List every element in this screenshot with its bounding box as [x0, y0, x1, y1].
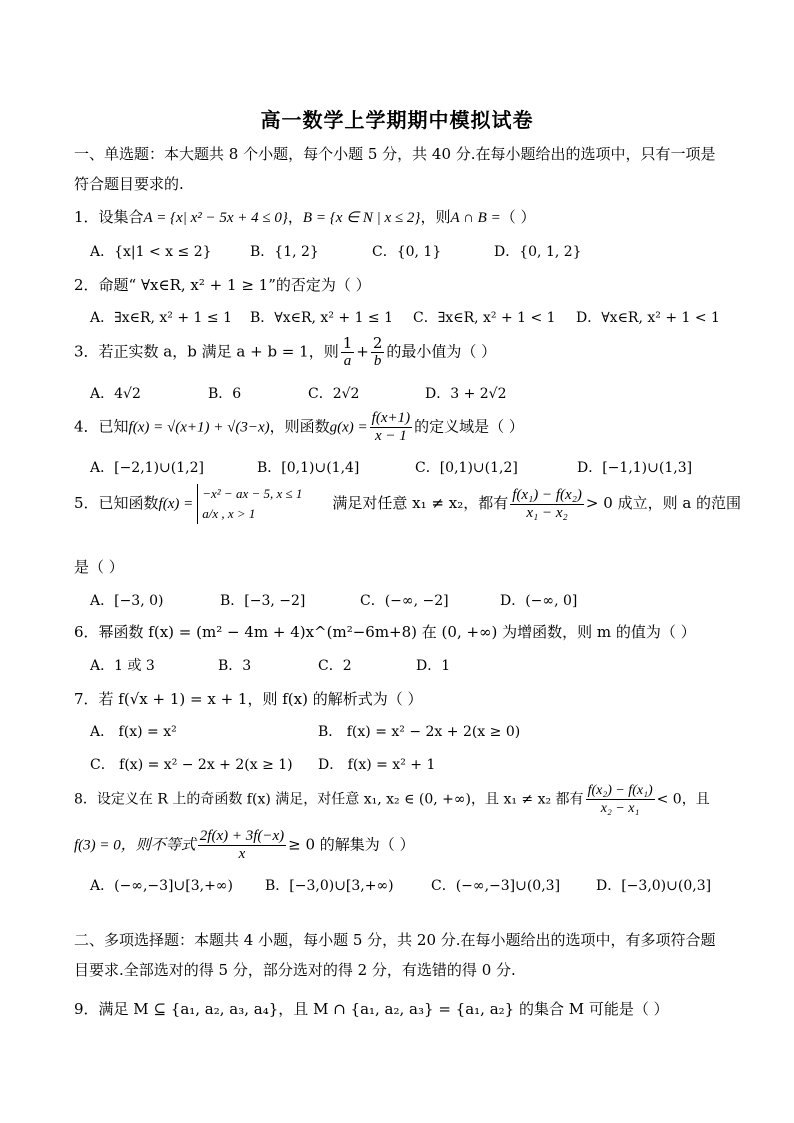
section1-heading: 一、单选题：本大题共 8 个小题，每个小题 5 分，共 40 分.在每小题给出的选项中，只有一项是符合题目要求的.	[74, 145, 716, 193]
q3-option-a: A．4√2	[90, 386, 141, 402]
q5-stem-b: 满足对任意 x₁ ≠ x₂，都有	[332, 494, 509, 512]
q4-option-b: B．[0,1)∪(1,4]	[257, 460, 360, 476]
q6-option-a: A．1 或 3	[90, 658, 155, 674]
q1-option-d: D．{0, 1, 2}	[494, 244, 582, 260]
question-6-stem: 6．幂函数 f(x) = (m² − 4m + 4)x^(m²−6m+8) 在 (0, +∞) 为增函数，则 m 的值为（ ）	[74, 623, 696, 641]
q5-option-d: D．(−∞, 0]	[500, 593, 578, 609]
q4-stem-b: ，则函数	[269, 417, 330, 436]
q2-option-c: C．∃x∈R, x² + 1 < 1	[413, 310, 556, 326]
q8-option-c: C．(−∞,−3]∪(0,3]	[431, 878, 561, 894]
q5-stem-a: 5．已知函数	[74, 494, 159, 512]
q8-stem-d: ≥ 0 的解集为（ ）	[288, 835, 415, 854]
q4-fraction: $\frac{f(x+1)}{x - 1}$	[371, 410, 411, 444]
q5-option-b: B．[−3, −2]	[220, 593, 306, 609]
q3-stem-a: 3．若正实数 a，b 满足 a + b = 1，则	[74, 342, 339, 361]
q5-piecewise: −x² − ax − 5, x ≤ 1 a/x , x > 1	[197, 484, 302, 524]
q7-option-d: D． f(x) = x² + 1	[318, 757, 436, 773]
q1-set-b: B = {x ∈ N | x ≤ 2}	[302, 210, 421, 226]
question-4-stem	[74, 410, 524, 445]
q6-option-d: D．1	[416, 658, 451, 674]
q1-stem-a: 1．设集合	[74, 208, 144, 226]
question-2-stem: 2．命题“ ∀x∈R, x² + 1 ≥ 1”的否定为（ ）	[74, 276, 371, 294]
q4-stem-a: 4．已知	[74, 417, 129, 436]
q1-expr: A ∩ B =	[450, 210, 501, 226]
q7-option-c: C． f(x) = x² − 2x + 2(x ≥ 1)	[90, 757, 293, 773]
q5-f-label: f(x) =	[158, 496, 194, 512]
q5-stem-c: > 0 成立，则 a 的范围	[585, 494, 742, 512]
q1-blank: （ ）	[500, 208, 536, 226]
q6-option-b: B．3	[218, 658, 252, 674]
q5-option-a: A．[−3, 0)	[90, 593, 164, 609]
q2-option-b: B．∀x∈R, x² + 1 ≤ 1	[250, 310, 394, 326]
q7-option-b: B． f(x) = x² − 2x + 2(x ≥ 0)	[318, 724, 521, 740]
question-5-stem	[74, 484, 741, 524]
q1-option-b: B．{1, 2}	[250, 244, 319, 260]
q8-stem-a: 8．设定义在 R 上的奇函数 f(x) 满足，对任意 x₁, x₂ ∈ (0, +∞)，且 x₁ ≠ x₂ 都有	[74, 791, 584, 808]
q3-option-b: B．6	[208, 386, 242, 402]
q4-option-a: A．[−2,1)∪(1,2]	[90, 460, 204, 476]
q3-fraction-2: $\frac{2}{b}$	[372, 334, 383, 369]
q8-inequality-fraction: $\frac{2f(x) + 3f(-x)}{x}$	[199, 828, 285, 862]
q3-option-c: C．2√2	[308, 386, 360, 402]
q3-option-d: D．3 + 2√2	[425, 386, 507, 402]
q8-option-a: A．(−∞,−3]∪[3,+∞)	[90, 878, 233, 894]
q4-option-d: D．[−1,1)∪(1,3]	[577, 460, 693, 476]
q4-stem-c: 的定义域是（ ）	[414, 417, 524, 436]
question-8-stem-continued	[74, 828, 415, 863]
q1-stem-b: ，	[287, 208, 303, 226]
question-8-stem	[74, 782, 710, 817]
question-3-stem: 3．若正实数 a，b 满足 a + b = 1，则 $\frac{1}{a}$ + $\frac{2}{b}$ 的最小值为（ ）	[74, 334, 497, 369]
q8-fraction: $\frac{\text{f(x₂) − f(x₁)}}{\text{x₂ − x₁}}$	[587, 783, 653, 816]
section2-heading: 二、多项选择题：本题共 4 小题，每小题 5 分，共 20 分.在每小题给出的选项中，有多项符合题目要求.全部选对的得 5 分，部分选对的得 2 分，有选错的得 0 分.	[74, 931, 716, 979]
q1-set-a: A = {x| x² − 5x + 4 ≤ 0}	[143, 210, 288, 226]
q3-stem-b: 的最小值为（ ）	[386, 342, 497, 361]
q1-option-c: C．{0, 1}	[372, 244, 442, 260]
question-9-stem: 9．满足 M ⊆ {a₁, a₂, a₃, a₄}，且 M ∩ {a₁, a₂, a₃} = {a₁, a₂} 的集合 M 可能是（ ）	[74, 1000, 669, 1018]
q7-option-a: A． f(x) = x²	[90, 724, 177, 740]
q3-fraction-1: $\frac{1}{a}$	[342, 334, 353, 369]
q4-f-def: f(x) = √(x+1) + √(3−x)	[128, 419, 270, 436]
q8-option-d: D．[−3,0)∪(0,3]	[596, 878, 712, 894]
q2-option-d: D．∀x∈R, x² + 1 < 1	[576, 310, 720, 326]
q5-stem-continuation: 是（ ）	[74, 558, 124, 576]
q8-stem-b: < 0，且	[656, 791, 710, 808]
q8-stem-c: f(3) = 0，则不等式	[74, 837, 196, 854]
q1-option-a: A．{x|1 < x ≤ 2}	[90, 244, 212, 260]
q1-stem-c: ，则	[420, 208, 451, 226]
question-7-stem: 7．若 f(√x + 1) = x + 1，则 f(x) 的解析式为（ ）	[74, 690, 423, 708]
q6-option-c: C．2	[318, 658, 352, 674]
q4-option-c: C．[0,1)∪(1,2]	[415, 460, 518, 476]
exam-title: 高一数学上学期期中模拟试卷	[260, 108, 534, 132]
q2-option-a: A．∃x∈R, x² + 1 ≤ 1	[90, 310, 232, 326]
q5-fraction: $\frac{\text{f(x₁) − f(x₂)}}{\text{x₁ − x₂}}$	[512, 486, 582, 521]
question-1-stem	[74, 206, 536, 227]
q5-option-c: C．(−∞, −2]	[360, 593, 449, 609]
q4-g-def: g(x) =	[329, 419, 368, 436]
q8-option-b: B．[−3,0)∪[3,+∞)	[265, 878, 394, 894]
